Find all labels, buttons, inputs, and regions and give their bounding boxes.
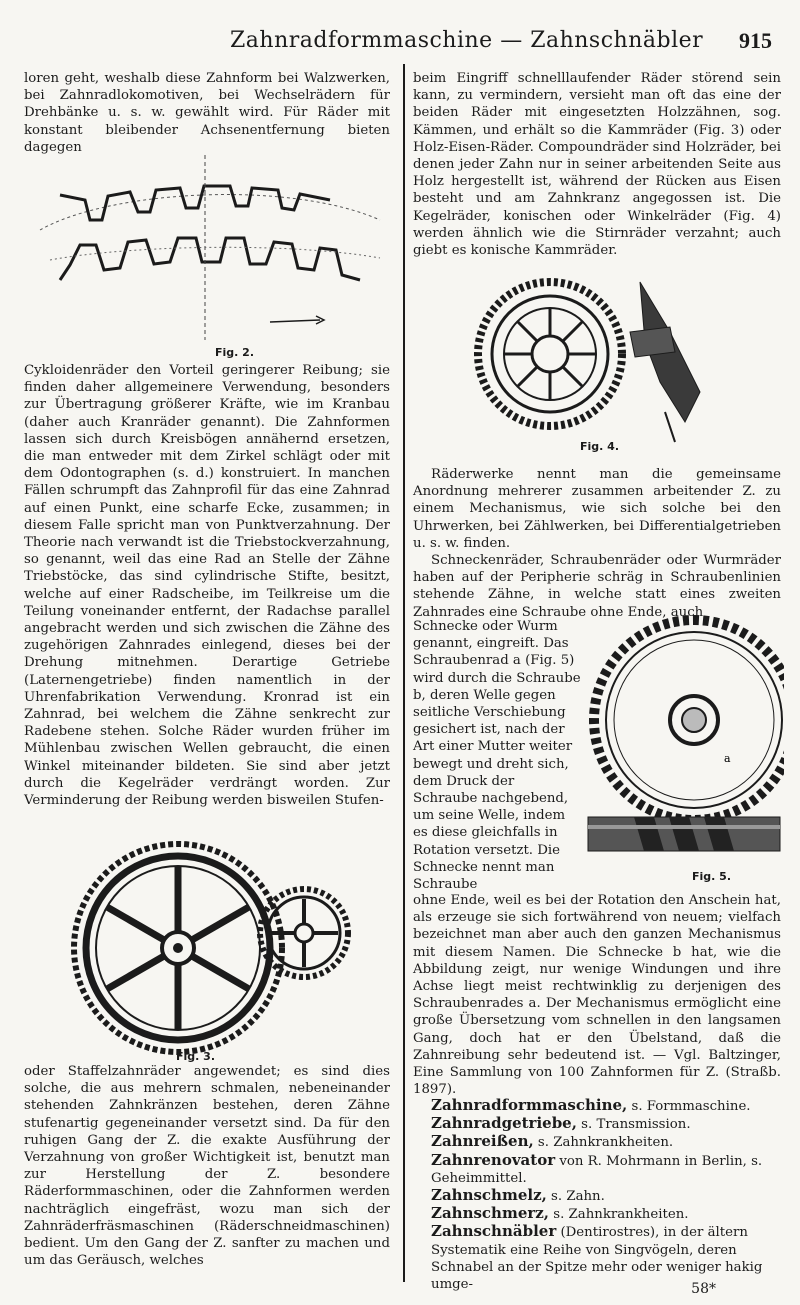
figure-5-worm-gear — [584, 612, 784, 882]
page-number: 915 — [739, 28, 772, 53]
column-divider — [403, 64, 405, 1282]
right-column-p4 — [413, 618, 581, 893]
dictionary-entry — [413, 1223, 781, 1293]
fig5-label-a: a — [724, 752, 731, 765]
running-title: Zahnradformmaschine — Zahnschnäbler — [230, 28, 704, 53]
dictionary-entry — [413, 1133, 781, 1151]
paragraph: Schneckenräder, Schraubenräder oder Wurmräder haben auf der Peripherie schräg in Schraubenlinien stehende Zähne, in welche statt eines zweiten Zahnrades eine Schraube ohne Ende, auch — [413, 553, 781, 620]
entry-headword: Zahnrenovator — [431, 1150, 556, 1169]
left-column-p2 — [24, 362, 390, 809]
entry-headword: Zahnreißen, — [431, 1132, 534, 1151]
entry-text: von R. Mohrmann in Berlin, s. Geheimmittel. — [431, 1153, 763, 1186]
right-column-p2 — [413, 466, 781, 621]
entry-headword: Zahnradformmaschine, — [431, 1096, 628, 1114]
entry-text: s. Zahnkrankheiten. — [549, 1207, 689, 1223]
entry-text: s. Zahnkrankheiten. — [533, 1135, 674, 1151]
dictionary-entries — [413, 1097, 781, 1293]
dictionary-entry — [413, 1097, 781, 1115]
paragraph: Räderwerke nennt man die gemeinsame Anordnung mehrerer zusammen arbeitender Z. zu einem Mechanismus, wie sich solche bei den Uhrwerken, bei Zählwerken, bei Differentialgetrieben u. s. w. finden. — [413, 467, 781, 551]
figure-4-caption: Fig. 4. — [580, 440, 619, 453]
paragraph: beim Eingriff schnelllaufender Räder störend sein kann, zu vermindern, versieht man oft das eine der beiden Räder mit eingesetzten Holzzähnen, sog. Kämmen, und erhält so die Kammräder (Fig. 3) oder Holz-Eisen-Räder. Compoundräder sind Holzräder, bei denen jeder Zahn nur in seiner arbeitenden Seite aus Holz hergestellt ist, während der Rücken aus Eisen besteht und am Zahnkranz angegossen ist. Die Kegelräder, konischen oder Winkelräder (Fig. 4) werden ähnlich wie die Stirnräder verzahnt; auch giebt es konische Kammräder. — [413, 71, 781, 259]
signature-mark: 58* — [691, 1281, 716, 1297]
right-column-p1 — [413, 70, 781, 259]
paragraph: Cykloidenräder den Vorteil geringerer Reibung; sie finden daher allgemeinere Verwendung, besonders zur Übertragung größerer Kräfte, wie im Kranbau (daher auch Kranräder genannt). Die Zahnformen lassen sich durch Kreisbögen annähernd ersetzen, die man entweder mit dem Zirkel schlägt oder mit dem Odontographen (s. d.) konstruiert. In manchen Fällen schrumpft das Zahnprofil für das eine Zahnrad auf einen Punkt, eine scharfe Ecke, zusammen; in diesem Falle spricht man von Punktverzahnung. Der Theorie nach verwandt ist die Triebstockverzahnung, so genannt, weil das eine Rad an Stelle der Zähne Triebstöcke, das sind cylindrische Stifte, besitzt, welche auf einer Radscheibe, im Teilkreise um die Teilung voneinander entfernt, der Radachse parallel angebracht werden und sich zwischen die Zähne des zugehörigen Zahnrades einlegend, dieses bei der Drehung mitnehmen. Derartige Getriebe (Laternengetriebe) finden namentlich in der Uhrenfabrikation Verwendung. Kronrad ist ein Zahnrad, bei welchem die Zähne senkrecht zur Radebene stehen. Solche Räder wurden früher im Mühlenbau zwischen Wellen gebraucht, die einen Winkel miteinander bildeten. Sie sind aber jetzt durch die Kegelräder verdrängt worden. Zur Verminderung der Reibung werden bisweilen Stufen- — [24, 363, 390, 809]
figure-5-caption: Fig. 5. — [692, 870, 731, 883]
entry-headword: Zahnradgetriebe, — [431, 1114, 577, 1133]
paragraph: loren geht, weshalb diese Zahnform bei Walzwerken, bei Zahnradlokomotiven, bei Wechselrädern für Drehbänke u. s. w. gewählt wird. Für Räder mit konstant bleibender Achsenentfernung bieten dagegen — [24, 71, 390, 155]
entry-text: s. Transmission. — [576, 1117, 691, 1133]
figure-2-caption: Fig. 2. — [215, 346, 254, 359]
entry-text: s. Zahn. — [546, 1189, 605, 1205]
dictionary-entry — [413, 1152, 781, 1187]
dictionary-entry — [413, 1205, 781, 1223]
entry-text: s. Formmaschine. — [627, 1099, 751, 1114]
page-header — [0, 0, 800, 60]
entry-headword: Zahnschmerz, — [431, 1204, 550, 1223]
paragraph: ohne Ende, weil es bei der Rotation den Anschein hat, als erzeuge sie sich fortwährend von neuem; vielfach bezeichnet man aber auch den ganzen Mechanismus mit diesem Namen. Die Schnecke b hat, wie die Abbildung zeigt, nur wenige Windungen und ihre Achse liegt meist rechtwinklig zu derjenigen des Schraubenrades a. Der Mechanismus ermöglicht eine große Übersetzung vom schnellen in den langsamen Gang, doch hat er den Übelstand, daß die Zahnreibung sehr bedeutend ist. — Vgl. Baltzinger, Eine Sammlung von 100 Zahnformen für Z. (Straßb. 1897). — [413, 893, 781, 1098]
figure-3-caption: Fig. 3. — [176, 1050, 215, 1063]
paragraph: oder Staffelzahnräder angewendet; es sind dies solche, die aus mehrern schmalen, nebeneinander stehenden Zahnkränzen bestehen, deren Zähne stufenartig gegeneinander versetzt sind. Da für den ruhigen Gang der Z. die exakte Ausführung der Verzahnung von großer Wichtigkeit ist, benutzt man zur Herstellung der Z. besondere Räderformmaschinen, oder die Zahnformen werden nachträglich eingefräst, wozu man sich der Zahnräderfräsmaschinen (Räderschneidmaschinen) bedient. Um den Gang der Z. sanfter zu machen und um das Geräusch, welches — [24, 1064, 390, 1269]
dictionary-entry — [413, 1187, 781, 1205]
left-column-p3 — [24, 1063, 390, 1269]
entry-headword: Zahnschnäbler — [431, 1222, 557, 1241]
figure-4-bevel-gears — [470, 272, 770, 452]
right-column-p5 — [413, 892, 781, 1098]
paragraph: Schnecke oder Wurm genannt, eingreift. Das Schraubenrad a (Fig. 5) wird durch die Schraube b, deren Welle gegen seitliche Verschiebung gesichert ist, nach der Art einer Mutter weiter bewegt und dreht sich, dem Druck der Schraube nachgebend, um seine Welle, indem es diese gleichfalls in Rotation versetzt. Die Schnecke nennt man Schraube — [413, 619, 581, 893]
dictionary-entry — [413, 1115, 781, 1133]
left-column-p1 — [24, 70, 390, 156]
entry-text: (Dentirostres), in der ältern Systematik eine Reihe von Singvögeln, deren Schnabel an der Spitze mehr oder weniger hakig umge- — [431, 1225, 763, 1293]
entry-headword: Zahnschmelz, — [431, 1186, 547, 1205]
figure-2-gear-teeth — [30, 150, 390, 350]
figure-3-gear-train — [60, 838, 360, 1056]
